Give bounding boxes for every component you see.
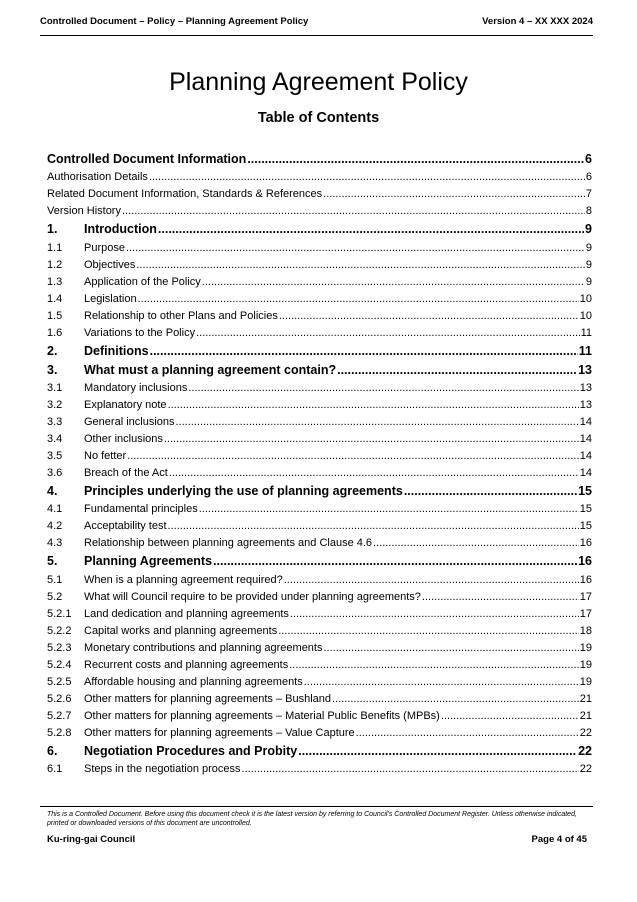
toc-leader-dots xyxy=(290,606,579,623)
toc-entry[interactable] xyxy=(47,342,592,361)
toc-leader-dots xyxy=(332,691,579,708)
toc-entry[interactable] xyxy=(47,691,592,708)
toc-entry[interactable] xyxy=(47,203,592,220)
toc-entry[interactable] xyxy=(47,397,592,414)
toc-entry-number: 1.1 xyxy=(47,241,63,254)
toc-entry-page: 9 xyxy=(585,222,592,237)
toc-entry-number: 1. xyxy=(47,222,58,237)
toc-entry-label: Objectives xyxy=(84,258,136,271)
toc-entry-number: 5.1 xyxy=(47,573,63,586)
toc-entry[interactable] xyxy=(47,674,592,691)
toc-leader-dots xyxy=(247,150,584,169)
toc-entry-number: 5.2.3 xyxy=(47,641,72,654)
toc-entry-number: 6. xyxy=(47,743,58,758)
toc-entry-page: 6 xyxy=(585,152,592,166)
toc-entry-label: Breach of the Act xyxy=(84,467,168,480)
toc-leader-dots xyxy=(138,291,579,308)
toc-leader-dots xyxy=(284,572,579,589)
toc-entry[interactable] xyxy=(47,552,592,571)
toc-entry-number: 3.4 xyxy=(47,433,63,446)
toc-entry-page: 18 xyxy=(579,624,592,637)
toc-entry-label: Introduction xyxy=(84,222,157,237)
toc-entry-number: 5.2.7 xyxy=(47,709,72,722)
toc-entry[interactable] xyxy=(47,186,592,203)
toc-leader-dots xyxy=(213,552,577,571)
toc-entry-label: Explanatory note xyxy=(84,399,167,412)
table-of-contents xyxy=(47,150,592,778)
toc-entry-number: 3.1 xyxy=(47,382,63,395)
toc-entry-label: General inclusions xyxy=(84,416,175,429)
toc-leader-dots xyxy=(278,623,579,640)
toc-leader-dots xyxy=(373,535,579,552)
toc-entry-label: No fetter xyxy=(84,450,127,463)
toc-entry-page: 16 xyxy=(579,573,592,586)
toc-entry-page: 19 xyxy=(579,641,592,654)
toc-leader-dots xyxy=(279,308,579,325)
toc-leader-dots xyxy=(169,465,579,482)
toc-entry-number: 1.5 xyxy=(47,309,63,322)
toc-entry-label: Controlled Document Information xyxy=(47,152,247,166)
toc-entry[interactable] xyxy=(47,380,592,397)
toc-entry-number: 5.2 xyxy=(47,590,63,603)
toc-entry-label: Other inclusions xyxy=(84,433,163,446)
toc-entry-number: 5.2.2 xyxy=(47,624,72,637)
toc-leader-dots xyxy=(127,448,579,465)
toc-entry-page: 15 xyxy=(579,503,592,516)
toc-entry[interactable] xyxy=(47,657,592,674)
toc-leader-dots xyxy=(356,725,579,742)
toc-entry[interactable] xyxy=(47,742,592,761)
toc-entry-label: Other matters for planning agreements – Bushland xyxy=(84,692,332,705)
toc-entry[interactable] xyxy=(47,501,592,518)
toc-entry-label: Land dedication and planning agreements xyxy=(84,607,289,620)
toc-entry-label: When is a planning agreement required? xyxy=(84,573,283,586)
toc-entry-label: What will Council require to be provided under planning agreements? xyxy=(84,590,421,603)
toc-entry-number: 1.6 xyxy=(47,326,63,339)
toc-leader-dots xyxy=(188,380,578,397)
toc-entry-number: 3. xyxy=(47,362,58,377)
toc-entry-label: Planning Agreements xyxy=(84,554,213,569)
toc-entry-label: Monetary contributions and planning agreements xyxy=(84,641,323,654)
toc-entry-page: 14 xyxy=(579,450,592,463)
toc-entry-label: Recurrent costs and planning agreements xyxy=(84,658,289,671)
toc-entry[interactable] xyxy=(47,291,592,308)
toc-leader-dots xyxy=(168,397,579,414)
toc-entry-label: Definitions xyxy=(84,343,149,358)
toc-entry-label: What must a planning agreement contain? xyxy=(84,362,337,377)
header-divider xyxy=(40,35,593,36)
toc-entry-label: Relationship between planning agreements and Clause 4.6 xyxy=(84,537,373,550)
toc-leader-dots xyxy=(136,257,585,274)
toc-entry-number: 6.1 xyxy=(47,763,63,776)
toc-leader-dots xyxy=(202,274,585,291)
footer-organisation: Ku-ring-gai Council xyxy=(47,834,136,845)
toc-entry-page: 8 xyxy=(585,205,592,218)
toc-entry[interactable] xyxy=(47,465,592,482)
toc-entry-label: Purpose xyxy=(84,241,125,254)
toc-entry-number: 1.4 xyxy=(47,292,63,305)
toc-entry-label: Negotiation Procedures and Probity xyxy=(84,743,298,758)
toc-entry[interactable] xyxy=(47,220,592,239)
toc-entry-label: Application of the Policy xyxy=(84,275,201,288)
toc-entry-number: 5.2.5 xyxy=(47,675,72,688)
toc-entry-label: Legislation xyxy=(84,292,137,305)
toc-entry-label: Affordable housing and planning agreements xyxy=(84,675,303,688)
toc-entry[interactable] xyxy=(47,535,592,552)
toc-entry-label: Authorisation Details xyxy=(47,171,148,184)
toc-entry-page: 19 xyxy=(579,658,592,671)
toc-entry-page: 15 xyxy=(579,520,592,533)
toc-leader-dots xyxy=(304,674,579,691)
toc-entry-page: 16 xyxy=(579,537,592,550)
toc-entry[interactable] xyxy=(47,150,592,169)
toc-heading: Table of Contents xyxy=(257,110,380,126)
toc-entry-page: 21 xyxy=(579,709,592,722)
toc-entry-label: Mandatory inclusions xyxy=(84,382,188,395)
controlled-document-notice: This is a Controlled Document. Before using this document check it is the latest version by referring to Council’s Controlled Document Register. Unless otherwise indicated, printed or downloaded versions of this document are uncontrolled. xyxy=(47,811,577,827)
toc-entry[interactable] xyxy=(47,623,592,640)
toc-entry-page: 13 xyxy=(578,362,592,377)
toc-leader-dots xyxy=(164,431,579,448)
toc-entry-number: 3.2 xyxy=(47,399,63,412)
toc-entry-page: 14 xyxy=(579,467,592,480)
toc-entry-label: Fundamental principles xyxy=(84,503,198,516)
toc-entry-page: 17 xyxy=(579,590,592,603)
toc-entry[interactable] xyxy=(47,761,592,778)
toc-entry-number: 5. xyxy=(47,554,58,569)
toc-entry-number: 4.1 xyxy=(47,503,63,516)
toc-leader-dots xyxy=(168,518,579,535)
toc-entry-number: 4.3 xyxy=(47,537,63,550)
toc-entry-number: 1.2 xyxy=(47,258,63,271)
toc-entry-number: 3.6 xyxy=(47,467,63,480)
toc-leader-dots xyxy=(126,240,585,257)
toc-entry[interactable] xyxy=(47,361,592,380)
header-document-title: Controlled Document – Policy – Planning Agreement Policy xyxy=(40,16,309,27)
toc-leader-dots xyxy=(199,501,579,518)
toc-entry-number: 5.2.6 xyxy=(47,692,72,705)
toc-entry-page: 11 xyxy=(580,326,592,339)
toc-leader-dots xyxy=(289,657,579,674)
toc-leader-dots xyxy=(158,220,584,239)
toc-entry-page: 9 xyxy=(585,275,592,288)
toc-entry-page: 16 xyxy=(578,554,592,569)
toc-entry-label: Other matters for planning agreements – Value Capture xyxy=(84,726,355,739)
toc-leader-dots xyxy=(242,761,579,778)
toc-entry-label: Steps in the negotiation process xyxy=(84,763,241,776)
toc-entry[interactable] xyxy=(47,274,592,291)
toc-entry-label: Related Document Information, Standards & References xyxy=(47,188,323,201)
toc-entry[interactable] xyxy=(47,589,592,606)
toc-leader-dots xyxy=(323,640,578,657)
toc-entry-page: 6 xyxy=(585,171,592,184)
toc-entry-number: 2. xyxy=(47,343,58,358)
toc-entry[interactable] xyxy=(47,606,592,623)
toc-entry-number: 3.3 xyxy=(47,416,63,429)
toc-entry[interactable] xyxy=(47,448,592,465)
toc-entry-number: 1.3 xyxy=(47,275,63,288)
toc-leader-dots xyxy=(150,342,578,361)
toc-leader-dots xyxy=(196,325,580,342)
toc-entry[interactable] xyxy=(47,482,592,501)
footer-page-number: Page 4 of 45 xyxy=(531,834,587,845)
toc-leader-dots xyxy=(404,482,577,501)
toc-entry-page: 14 xyxy=(579,433,592,446)
toc-entry-page: 22 xyxy=(578,743,592,758)
toc-entry-page: 7 xyxy=(585,188,592,201)
toc-entry-page: 15 xyxy=(578,484,592,499)
toc-leader-dots xyxy=(323,186,585,203)
toc-leader-dots xyxy=(298,742,577,761)
toc-leader-dots xyxy=(337,361,577,380)
toc-entry-page: 10 xyxy=(579,292,592,305)
toc-entry-number: 5.2.8 xyxy=(47,726,72,739)
toc-entry-number: 4.2 xyxy=(47,520,63,533)
toc-entry-number: 5.2.1 xyxy=(47,607,72,620)
toc-entry[interactable] xyxy=(47,640,592,657)
toc-entry-label: Relationship to other Plans and Policies xyxy=(84,309,278,322)
toc-leader-dots xyxy=(122,203,585,220)
toc-entry[interactable] xyxy=(47,308,592,325)
toc-entry-page: 13 xyxy=(579,382,592,395)
toc-entry-page: 22 xyxy=(579,763,592,776)
toc-entry[interactable] xyxy=(47,240,592,257)
toc-entry-number: 4. xyxy=(47,484,58,499)
toc-entry-page: 19 xyxy=(579,675,592,688)
toc-entry-page: 10 xyxy=(579,309,592,322)
toc-entry-page: 9 xyxy=(585,258,592,271)
toc-entry-page: 17 xyxy=(579,607,592,620)
toc-entry-page: 9 xyxy=(585,241,592,254)
document-title: Planning Agreement Policy xyxy=(169,68,468,96)
footer-divider xyxy=(40,806,593,807)
toc-entry-page: 21 xyxy=(579,692,592,705)
toc-entry-label: Version History xyxy=(47,205,121,218)
toc-entry[interactable] xyxy=(47,572,592,589)
toc-entry[interactable] xyxy=(47,708,592,725)
toc-entry-label: Acceptability test xyxy=(84,520,167,533)
toc-entry-page: 14 xyxy=(579,416,592,429)
toc-entry[interactable] xyxy=(47,414,592,431)
toc-entry-page: 11 xyxy=(578,343,592,358)
page-footer xyxy=(47,834,587,845)
toc-leader-dots xyxy=(149,169,585,186)
toc-leader-dots xyxy=(441,708,579,725)
toc-entry[interactable] xyxy=(47,257,592,274)
toc-entry-number: 3.5 xyxy=(47,450,63,463)
toc-entry-label: Principles underlying the use of planning agreements xyxy=(84,484,403,499)
toc-entry[interactable] xyxy=(47,325,592,342)
toc-entry-page: 13 xyxy=(579,399,592,412)
header-version: Version 4 – XX XXX 2024 xyxy=(482,16,593,27)
toc-leader-dots xyxy=(422,589,579,606)
toc-entry-label: Variations to the Policy xyxy=(84,326,196,339)
toc-entry[interactable] xyxy=(47,169,592,186)
toc-leader-dots xyxy=(176,414,579,431)
toc-entry[interactable] xyxy=(47,431,592,448)
toc-entry-page: 22 xyxy=(579,726,592,739)
toc-entry-label: Capital works and planning agreements xyxy=(84,624,278,637)
toc-entry[interactable] xyxy=(47,518,592,535)
toc-entry-label: Other matters for planning agreements – Material Public Benefits (MPBs) xyxy=(84,709,440,722)
page-header xyxy=(40,16,593,27)
toc-entry-number: 5.2.4 xyxy=(47,658,72,671)
toc-entry[interactable] xyxy=(47,725,592,742)
